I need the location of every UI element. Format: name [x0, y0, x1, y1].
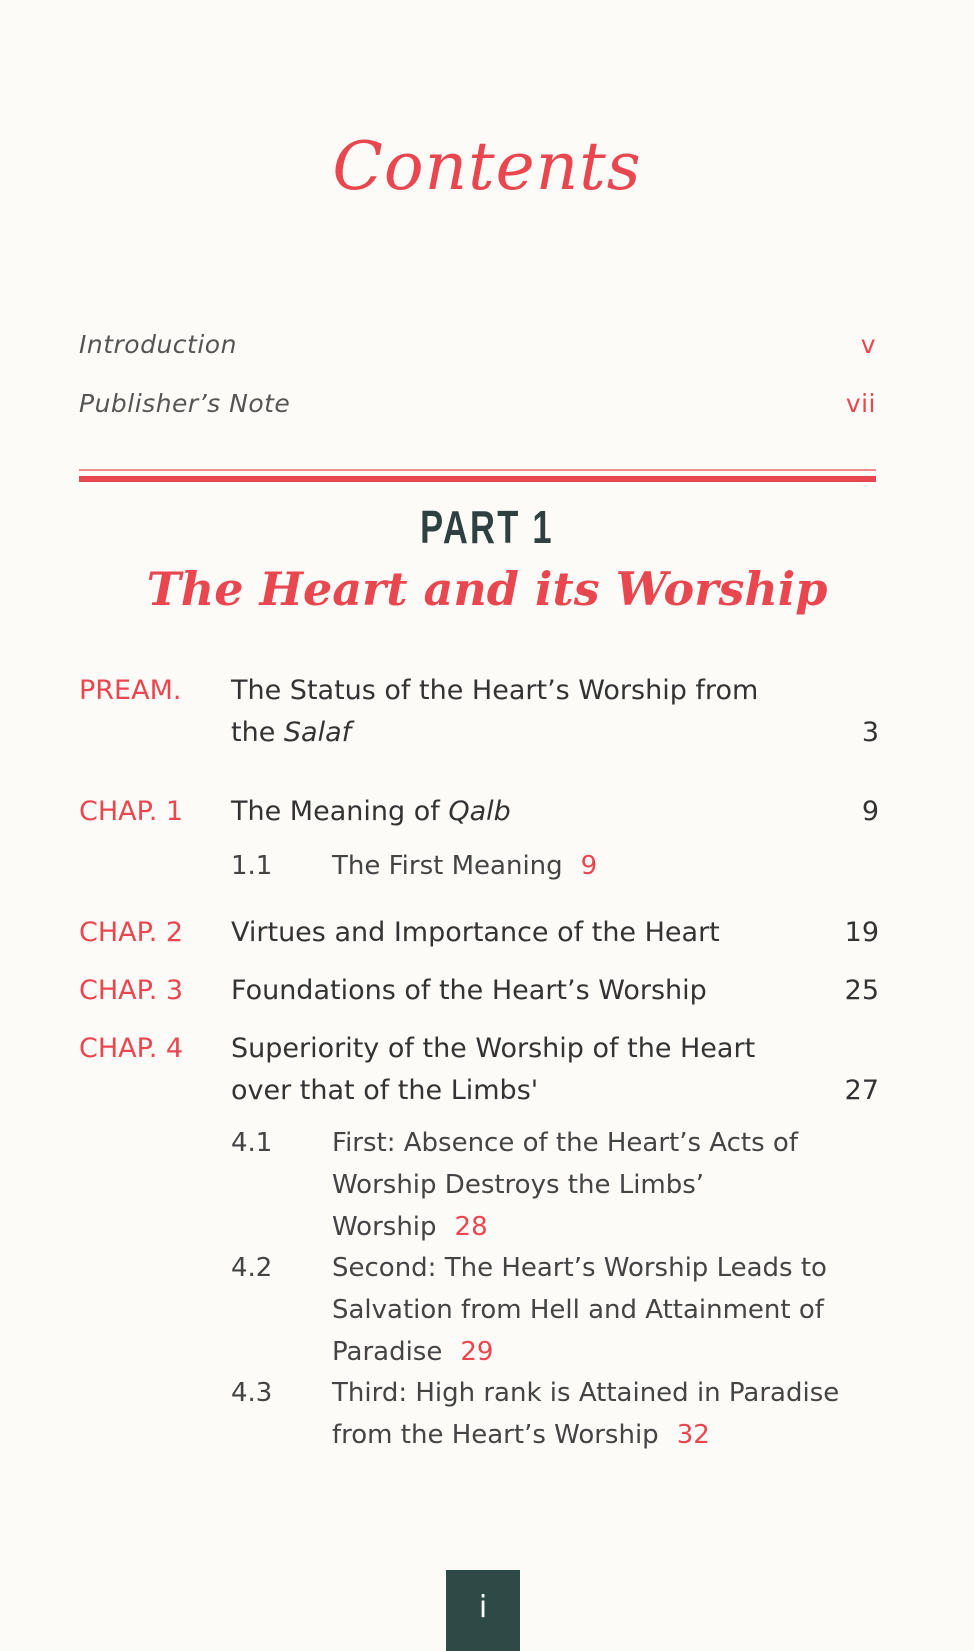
- subsection-number: 1.1: [231, 851, 273, 881]
- divider-thin: [79, 469, 876, 471]
- subsection-title: Second: The Heart’s Worship Leads to Salvation from Hell and Attainment of Paradise: [332, 1253, 827, 1367]
- entry-page: vii: [845, 389, 876, 418]
- subsection-number: 4.3: [231, 1378, 273, 1408]
- entry-label: CHAP. 4: [79, 1033, 184, 1064]
- subsection-number: 4.1: [231, 1128, 273, 1158]
- entry-page: v: [860, 330, 876, 359]
- toc-entry-chap2[interactable]: [79, 912, 879, 954]
- toc-entry-preamble[interactable]: [79, 670, 879, 754]
- part-label: PART 1: [420, 501, 554, 553]
- entry-text-italic: Qalb: [448, 796, 511, 827]
- toc-entry-chap1[interactable]: [79, 791, 879, 833]
- entry-label: PREAM.: [79, 675, 182, 706]
- entry-label: CHAP. 3: [79, 975, 184, 1006]
- subsection-text: [332, 1372, 852, 1456]
- toc-entry-chap4[interactable]: [79, 1028, 879, 1112]
- page-number-badge: i: [446, 1570, 520, 1651]
- subsection-title: Third: High rank is Attained in Paradise from the Heart’s Worship: [332, 1378, 840, 1450]
- entry-label: Publisher’s Note: [79, 389, 291, 418]
- subsection-page: 32: [676, 1420, 710, 1450]
- subsection-text: [332, 1122, 852, 1248]
- subsection-page: 28: [454, 1212, 488, 1242]
- toc-subsection-4-3[interactable]: [231, 1372, 851, 1498]
- entry-text-line2: the: [231, 717, 284, 748]
- entry-page: 3: [861, 717, 879, 748]
- toc-subsection-4-1[interactable]: [231, 1122, 851, 1248]
- toc-subsection-1-1[interactable]: [231, 845, 851, 887]
- front-matter-publishers-note[interactable]: [79, 389, 876, 418]
- subsection-text: [332, 1247, 852, 1373]
- entry-page: 9: [861, 796, 879, 827]
- entry-text-line2: over that of the Limbs': [231, 1075, 539, 1106]
- entry-page: 25: [844, 975, 879, 1006]
- subsection-page: 29: [460, 1337, 494, 1367]
- entry-label: CHAP. 2: [79, 917, 184, 948]
- entry-text-line1: The Status of the Heart’s Worship from: [231, 675, 759, 706]
- subsection-text: [332, 845, 852, 887]
- entry-page: 19: [844, 917, 879, 948]
- entry-text: [231, 670, 801, 754]
- entry-text: Virtues and Importance of the Heart: [231, 917, 720, 948]
- entry-page: 27: [844, 1075, 879, 1106]
- entry-text: [231, 1028, 801, 1112]
- toc-entry-chap3[interactable]: [79, 970, 879, 1012]
- entry-text-line1: Superiority of the Worship of the Heart: [231, 1033, 756, 1064]
- subsection-title: The First Meaning: [332, 851, 563, 881]
- entry-text: [231, 791, 801, 833]
- entry-text-italic: Salaf: [283, 717, 352, 748]
- subsection-title: First: Absence of the Heart’s Acts of Worship Destroys the Limbs’ Worship: [332, 1128, 798, 1242]
- divider-thick: [79, 476, 876, 482]
- subsection-number: 4.2: [231, 1253, 273, 1283]
- part-title: The Heart and its Worship: [146, 562, 828, 616]
- front-matter-introduction[interactable]: [79, 330, 876, 359]
- subsection-page: 9: [580, 851, 598, 881]
- entry-label: Introduction: [79, 330, 237, 359]
- entry-text: Foundations of the Heart’s Worship: [231, 975, 707, 1006]
- entry-text-plain: The Meaning of: [231, 796, 449, 827]
- toc-subsection-4-2[interactable]: [231, 1247, 851, 1373]
- entry-label: CHAP. 1: [79, 796, 184, 827]
- contents-title: Contents: [332, 128, 642, 205]
